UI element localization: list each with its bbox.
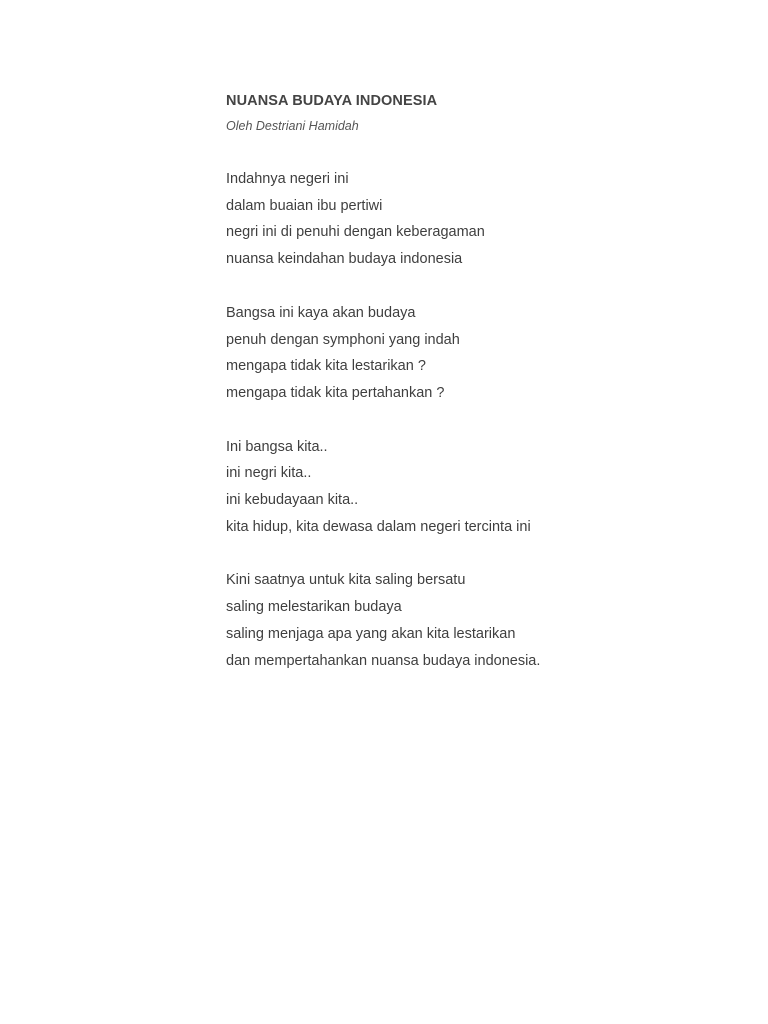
poem-line: Kini saatnya untuk kita saling bersatu xyxy=(226,572,466,589)
poem-line: penuh dengan symphoni yang indah xyxy=(226,331,460,348)
stanza-2 xyxy=(226,300,706,407)
poem-line: dan mempertahankan nuansa budaya indonesia. xyxy=(226,652,541,669)
stanza-1 xyxy=(226,166,706,273)
poem-title: NUANSA BUDAYA INDONESIA xyxy=(226,93,438,109)
poem-line: Ini bangsa kita.. xyxy=(226,438,328,455)
poem-line: negri ini di penuhi dengan keberagaman xyxy=(226,224,485,241)
poem-line: mengapa tidak kita pertahankan ? xyxy=(226,384,445,401)
poem-line: ini negri kita.. xyxy=(226,465,312,482)
stanza-4 xyxy=(226,567,706,674)
poem-line: Bangsa ini kaya akan budaya xyxy=(226,304,416,321)
poem-line: nuansa keindahan budaya indonesia xyxy=(226,251,463,268)
poem-line: ini kebudayaan kita.. xyxy=(226,492,359,509)
poem-author: Oleh Destriani Hamidah xyxy=(226,119,359,133)
poem-page xyxy=(226,90,706,701)
stanza-3 xyxy=(226,434,706,541)
poem-line: saling melestarikan budaya xyxy=(226,599,402,616)
poem-line: Indahnya negeri ini xyxy=(226,171,349,187)
poem-line: dalam buaian ibu pertiwi xyxy=(226,197,383,214)
poem-line: mengapa tidak kita lestarikan ? xyxy=(226,358,426,375)
poem-body xyxy=(226,166,706,674)
poem-line: kita hidup, kita dewasa dalam negeri tercinta ini xyxy=(226,518,531,535)
poem-line: saling menjaga apa yang akan kita lestarikan xyxy=(226,625,516,642)
